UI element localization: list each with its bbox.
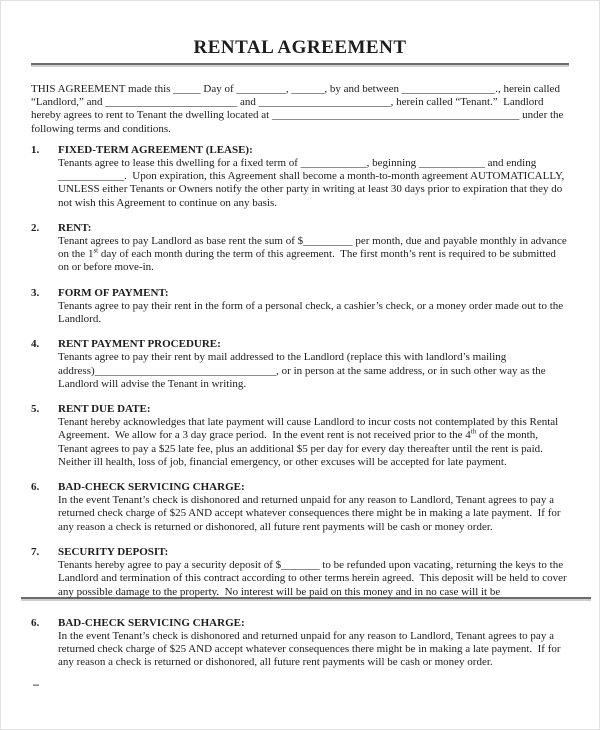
- section-heading: RENT DUE DATE:: [58, 403, 151, 416]
- section-body-text: Tenant agrees to pay Landlord as base rent the sum of $_________ per month, due and payable monthly in advance on the 1: [58, 235, 570, 261]
- section: [31, 287, 569, 327]
- section-body-text: In the event Tenant’s check is dishonored and returned unpaid for any reason to Landlord, Tenant agrees to pay a returned check charge of $25 AND accept whatever consequences there might be in making a late payment. If for any reason a check is returned or dishonored, all future rent payments will be cash or money order.: [58, 494, 564, 533]
- section-content: [58, 617, 569, 670]
- section-body-text: Tenants agree to pay their rent by mail addressed to the Landlord (replace this with landlord’s mailing address)_________________________________, or in person at the same address, or in such other way as the Landlord will advise the Tenant in writing.: [58, 351, 549, 390]
- section-body-text: Tenant hereby acknowledges that late payment will cause Landlord to incur costs not contemplated by this Rental Agreement. We allow for a 3 day grace period. In the event rent is not received prior to the 4: [58, 416, 561, 442]
- section-content: [58, 403, 569, 469]
- sections-list: [31, 144, 569, 670]
- section-content: [58, 144, 569, 210]
- section-body-text: Tenants hereby agree to pay a security deposit of $_______ to be refunded upon vacating, returning the keys to the Landlord and termination of this contract according to other terms herein agreed. This deposit will be held to cover any possible damage to the property. No interest will be paid on this money and in no case will it be: [58, 559, 570, 598]
- intro-paragraph: THIS AGREEMENT made this _____ Day of _________, ______, by and between _________________., herein called “Landlord,” and ________________________ and ________________________, herein called “Tenant.” Landlord hereby agrees to rent to Tenant the dwelling located at _____________________________________________ under the following terms and conditions.: [31, 83, 567, 135]
- section-number: 2.: [31, 221, 40, 234]
- section-heading: BAD-CHECK SERVICING CHARGE:: [58, 616, 245, 629]
- section: [31, 403, 569, 469]
- section: [31, 338, 569, 391]
- superscript-text: st: [93, 246, 99, 255]
- section-content: [58, 481, 569, 534]
- section-heading: RENT:: [58, 221, 92, 234]
- section-heading: BAD-CHECK SERVICING CHARGE:: [58, 481, 245, 494]
- section-content: [58, 546, 569, 599]
- section-heading: SECURITY DEPOSIT:: [58, 545, 169, 558]
- section-body-text: day of each month during the term of this agreement. The first month’s rent is required to be submitted on or before move-in.: [58, 248, 559, 274]
- section-body-text: Tenants agree to pay their rent in the form of a personal check, a cashier’s check, or a money order made out to the Landlord.: [58, 299, 566, 326]
- section-body-text: In the event Tenant’s check is dishonored and returned unpaid for any reason to Landlord, Tenant agrees to pay a returned check charge of $25 AND accept whatever consequences there might be in making a late payment. If for any reason a check is returned or dishonored, all future rent payments will be cash or money order.: [58, 629, 564, 669]
- section-heading: RENT PAYMENT PROCEDURE:: [58, 338, 221, 351]
- section: [31, 481, 569, 534]
- section-content: [58, 338, 569, 391]
- section-heading: FORM OF PAYMENT:: [58, 286, 169, 299]
- section-number: 4.: [31, 338, 40, 351]
- section-body-text: Tenants agree to lease this dwelling for a fixed term of ____________, beginning ____________ and ending ____________. Upon expiration, this Agreement shall become a month-to-month agreement AUTOMATICALLY, UNLESS either Tenants or Owners notify the other party in writing at least 30 days prior to expiration that they do not wish this Agreement to continue on any basis.: [58, 157, 567, 209]
- section: [31, 617, 569, 670]
- section: [31, 144, 569, 210]
- section: [31, 546, 569, 599]
- section-heading: FIXED-TERM AGREEMENT (LEASE):: [58, 143, 253, 156]
- title-rule: [31, 63, 569, 65]
- bottom-dash: –: [33, 676, 39, 691]
- section-number: 3.: [31, 286, 40, 299]
- section-content: [58, 222, 569, 275]
- section-number: 1.: [31, 143, 40, 156]
- section-number: 6.: [31, 616, 40, 629]
- section-number: 7.: [31, 545, 40, 558]
- section-body-text: of the month, Tenant agrees to pay a $25 late fee, plus an additional $5 per day for every day thereafter until the rent is paid. Neither ill health, loss of job, financial emergency, or other excuses will be accepted for late payment.: [58, 429, 549, 468]
- section-content: [58, 287, 569, 327]
- superscript-text: th: [470, 427, 477, 436]
- section: [31, 222, 569, 275]
- document-title: RENTAL AGREEMENT: [193, 37, 407, 58]
- section-number: 6.: [31, 481, 40, 494]
- section-number: 5.: [31, 403, 40, 416]
